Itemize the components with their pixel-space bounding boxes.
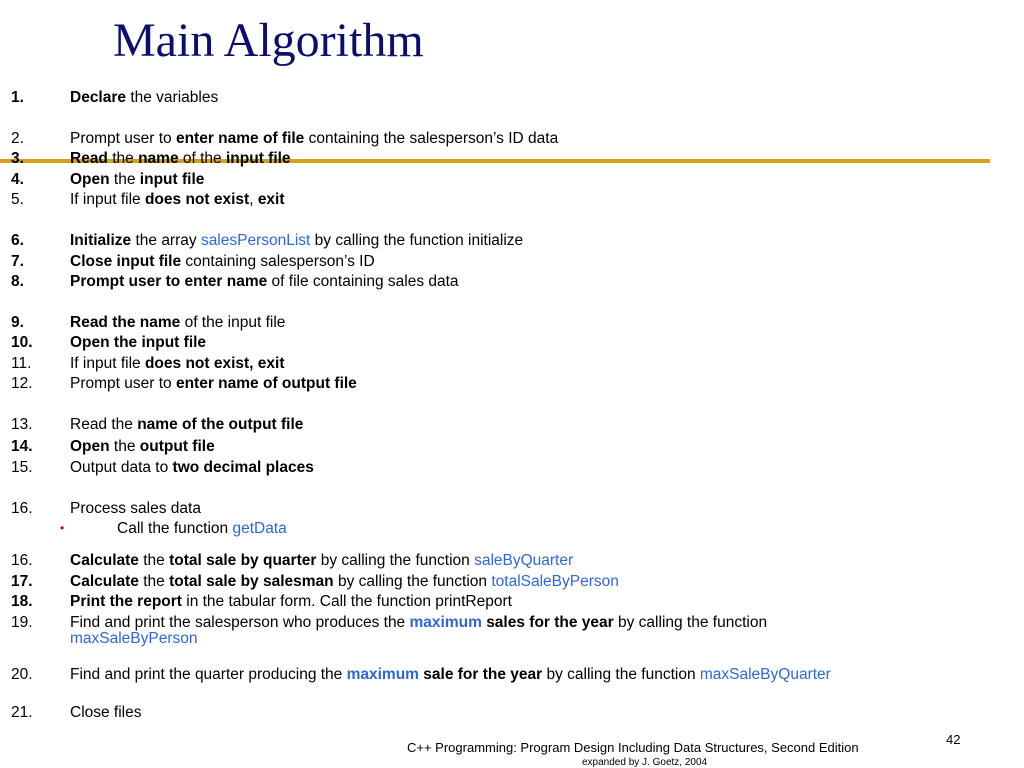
step-text-part: does not exist bbox=[144, 191, 250, 208]
step-text-part: in the tabular form. Call the function printReport bbox=[181, 593, 512, 610]
function-name: getData bbox=[232, 520, 287, 537]
step-text-part: Call the function bbox=[117, 520, 233, 537]
step-text-part: the variables bbox=[126, 89, 219, 106]
bullet-icon: • bbox=[60, 521, 65, 535]
step-text-part: does not exist, exit bbox=[144, 355, 285, 372]
step-number: 13. bbox=[11, 416, 33, 433]
step-text bbox=[70, 253, 375, 270]
step-text bbox=[70, 273, 459, 290]
step-text-part: of the bbox=[178, 150, 226, 167]
step-text bbox=[70, 191, 285, 208]
step-text-part: Open bbox=[70, 438, 110, 455]
step-text-part: maximum bbox=[346, 666, 419, 683]
step-text-part: Close input file bbox=[70, 253, 182, 270]
step-number: 11. bbox=[11, 355, 32, 372]
step-number: 1. bbox=[11, 89, 24, 106]
step-text bbox=[70, 438, 215, 455]
step-text-part: Process sales data bbox=[70, 500, 201, 517]
step-text-part: Read the name bbox=[70, 314, 181, 331]
step-text bbox=[70, 593, 512, 610]
step-text-part: the bbox=[138, 573, 170, 590]
step-text-part: input file bbox=[139, 171, 205, 188]
step-text bbox=[70, 666, 831, 683]
step-text bbox=[70, 573, 619, 590]
function-name: salesPersonList bbox=[200, 232, 311, 249]
function-name: totalSaleByPerson bbox=[491, 573, 619, 590]
step-text-part: input file bbox=[225, 150, 291, 167]
step-text-part: by calling the function bbox=[316, 552, 475, 569]
step-number: 6. bbox=[11, 232, 24, 249]
step-text-part: the bbox=[109, 171, 140, 188]
step-text bbox=[70, 232, 523, 249]
step-number: 9. bbox=[11, 314, 24, 331]
step-text bbox=[70, 314, 285, 331]
step-text bbox=[70, 614, 767, 631]
step-text bbox=[70, 416, 303, 433]
step-text-part: Prompt user to bbox=[70, 375, 176, 392]
step-text-part: of the input file bbox=[180, 314, 286, 331]
step-text-part: Read bbox=[70, 150, 108, 167]
step-number: 7. bbox=[11, 253, 24, 270]
step-number: 15. bbox=[11, 459, 33, 476]
step-text-part: If input file bbox=[70, 191, 145, 208]
step-number: 19. bbox=[11, 614, 33, 631]
step-number: 14. bbox=[11, 438, 33, 455]
step-number: 21. bbox=[11, 704, 33, 721]
step-text-part: sale for the year bbox=[423, 666, 543, 683]
step-text-part: two decimal places bbox=[172, 459, 314, 476]
step-text bbox=[70, 459, 314, 476]
step-text bbox=[70, 704, 142, 721]
step-number: 12. bbox=[11, 375, 33, 392]
step-text bbox=[70, 552, 573, 569]
step-text-part: Close files bbox=[70, 704, 142, 721]
step-number: 16. bbox=[11, 552, 33, 569]
step-text-part: the array bbox=[131, 232, 201, 249]
step-text-part: Open bbox=[70, 171, 110, 188]
sub-item-text bbox=[117, 520, 287, 537]
step-text-part: enter name of file bbox=[175, 130, 305, 147]
step-text-part: Read the bbox=[70, 416, 138, 433]
slide-title: Main Algorithm bbox=[113, 14, 424, 67]
step-number: 3. bbox=[11, 150, 24, 167]
step-text-part: containing the salesperson’s ID data bbox=[304, 130, 559, 147]
step-number: 18. bbox=[11, 593, 33, 610]
step-text-part: If input file bbox=[70, 355, 145, 372]
step-text-part: output file bbox=[139, 438, 215, 455]
step-text-part: Open the input file bbox=[70, 334, 207, 351]
page-number: 42 bbox=[946, 732, 961, 747]
step-text-part: , bbox=[249, 191, 258, 208]
step-text-part: name bbox=[138, 150, 179, 167]
function-name: maxSaleByPerson bbox=[70, 630, 198, 647]
step-text bbox=[70, 150, 291, 167]
step-number: 8. bbox=[11, 273, 24, 290]
step-text-part: enter name of output file bbox=[175, 375, 357, 392]
step-text-part: Find and print the quarter producing the bbox=[70, 666, 347, 683]
step-text-part: by calling the function bbox=[333, 573, 492, 590]
step-text-part: Calculate bbox=[70, 573, 139, 590]
step-text-part: Initialize bbox=[70, 232, 132, 249]
function-name: saleByQuarter bbox=[474, 552, 574, 569]
step-text-part: the bbox=[107, 150, 139, 167]
step-number: 10. bbox=[11, 334, 33, 351]
step-text-part: by calling the function bbox=[542, 666, 700, 683]
step-text-part: the bbox=[138, 552, 170, 569]
step-text-part: Calculate bbox=[70, 552, 139, 569]
footer-credit: expanded by J. Goetz, 2004 bbox=[582, 757, 708, 768]
step-text-part: by calling the function bbox=[613, 614, 768, 631]
step-text-part: Prompt user to bbox=[70, 130, 176, 147]
step-text bbox=[70, 171, 204, 188]
step-text-part: total sale by quarter bbox=[169, 552, 317, 569]
step-text bbox=[70, 89, 218, 106]
step-text-part: Prompt user to enter name bbox=[70, 273, 268, 290]
step-text-part: the bbox=[109, 438, 140, 455]
footer-text: C++ Programming: Program Design Including Data Structures, Second Edition bbox=[407, 740, 859, 755]
step-text bbox=[70, 355, 285, 372]
step-text-part: Find and print the salesperson who produces the bbox=[70, 614, 410, 631]
step-text-part: of file containing sales data bbox=[267, 273, 459, 290]
step-text bbox=[70, 130, 558, 147]
step-text bbox=[70, 334, 206, 351]
step-number: 16. bbox=[11, 500, 33, 517]
step-text-part: maximum bbox=[409, 614, 482, 631]
step-text-part: total sale by salesman bbox=[169, 573, 334, 590]
step-number: 5. bbox=[11, 191, 24, 208]
step-text-part: sales for the year bbox=[486, 614, 614, 631]
step-number: 4. bbox=[11, 171, 24, 188]
step-text-part: Output data to bbox=[70, 459, 173, 476]
step-text-part: by calling the function initialize bbox=[310, 232, 524, 249]
function-name: maxSaleByQuarter bbox=[699, 666, 831, 683]
step-text bbox=[70, 500, 201, 517]
step-text-part: exit bbox=[257, 191, 285, 208]
step-text-part: containing salesperson’s ID bbox=[181, 253, 375, 270]
step-number: 2. bbox=[11, 130, 24, 147]
step-text bbox=[70, 375, 357, 392]
step-number: 20. bbox=[11, 666, 33, 683]
step-text-part: name of the output file bbox=[137, 416, 304, 433]
step-text-part: Print the report bbox=[70, 593, 182, 610]
step-number: 17. bbox=[11, 573, 33, 590]
step-text-part: Declare bbox=[70, 89, 127, 106]
